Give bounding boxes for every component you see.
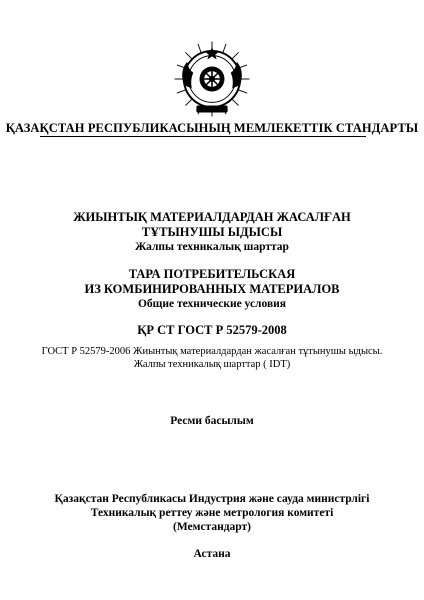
publisher-line3: (Мемстандарт): [172, 521, 252, 533]
subtitle-ru: Общие технические условия: [137, 298, 287, 310]
title-ru-line1: ТАРА ПОТРЕБИТЕЛЬСКАЯ: [128, 267, 296, 281]
publisher-line2: Техникалық реттеу және метрология комитеті: [90, 507, 334, 519]
title-ru-line2: ИЗ КОМБИНИРОВАННЫХ МАТЕРИАЛОВ: [84, 282, 340, 296]
standard-designation: ҚР СТ ГОСТ Р 52579-2008: [137, 323, 287, 337]
city: Астана: [193, 548, 231, 560]
standard-header: ҚАЗАҚСТАН РЕСПУБЛИКАСЫНЫҢ МЕМЛЕКЕТТІК СТАНДАРТЫ: [5, 121, 419, 135]
title-kz-line1: ЖИЫНТЫҚ МАТЕРИАЛДАРДАН ЖАСАЛҒАН: [73, 210, 351, 224]
title-kz-line2: ТҰТЫНУШЫ ЫДЫСЫ: [141, 225, 283, 239]
publisher-line1: Қазақстан Республикасы Индустрия және сауда министрлігі: [54, 493, 370, 505]
edition-label: Ресми басылым: [170, 415, 254, 427]
state-emblem-icon: [173, 40, 251, 118]
reference-line2: Жалпы техникалық шарттар ( IDT): [133, 359, 291, 370]
reference-line1: ГОСТ Р 52579-2006 Жиынтық материалдардан жасалған тұтынушы ыдысы.: [41, 346, 383, 357]
subtitle-kz: Жалпы техникалық шарттар: [135, 241, 289, 253]
header-divider: [40, 136, 366, 137]
